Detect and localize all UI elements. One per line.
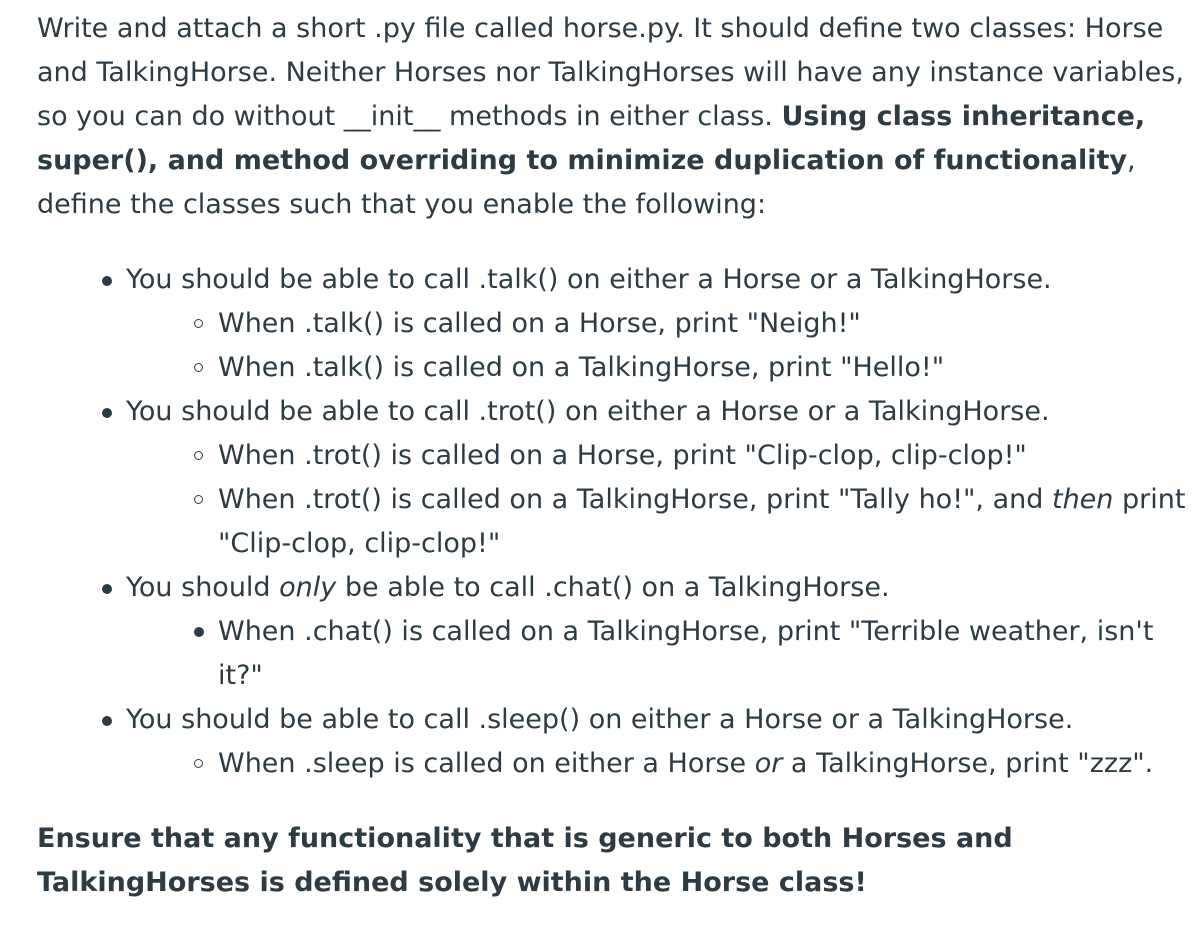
sublist-sleep (126, 742, 1187, 786)
intro-bold-text: Using class inheritance, super(), and method overriding to minimize duplication of functionality (37, 101, 1146, 176)
list-item-sleep (37, 698, 1187, 786)
list-item-italic: only (279, 572, 337, 603)
sublist-item (126, 742, 1187, 786)
final-note: Ensure that any functionality that is generic to both Horses and TalkingHorses is defined solely within the Horse class! (37, 823, 1013, 898)
requirements-list (37, 258, 1187, 786)
list-item-text: You should be able to call .sleep() on either a Horse or a TalkingHorse. (126, 704, 1074, 735)
intro-text: Write and attach a short .py file called horse.py. It should define two classes: Horse and TalkingHorse. Neither Horses nor TalkingHorses will have any instance variables, so you can do without __init__ methods in either class. (37, 13, 1184, 132)
list-item-text: You should (126, 572, 280, 603)
sublist-item-text-end: print "Clip-clop, clip-clop!" (218, 484, 1186, 559)
intro-text-end: , define the classes such that you enable the following: (37, 145, 1136, 220)
sublist-item: When .talk() is called on a Horse, print "Neigh!" (126, 302, 1187, 346)
sublist-item: When .trot() is called on a Horse, print "Clip-clop, clip-clop!" (126, 434, 1187, 478)
sublist-item-italic: then (1051, 484, 1114, 515)
list-item-trot (37, 390, 1187, 566)
list-item-chat (37, 566, 1187, 698)
sublist-item: When .chat() is called on a TalkingHorse, print "Terrible weather, isn't it?" (126, 610, 1187, 698)
sublist-item-text-end: a TalkingHorse, print "zzz". (782, 748, 1154, 779)
list-item-text: You should be able to call .talk() on either a Horse or a TalkingHorse. (126, 264, 1052, 295)
intro-paragraph (37, 7, 1187, 227)
list-item-text: You should be able to call .trot() on either a Horse or a TalkingHorse. (126, 396, 1050, 427)
assignment-content (37, 7, 1187, 905)
sublist-item: When .talk() is called on a TalkingHorse, print "Hello!" (126, 346, 1187, 390)
sublist-item-text: When .sleep is called on either a Horse (218, 748, 755, 779)
list-item-text-end: be able to call .chat() on a TalkingHorse. (336, 572, 890, 603)
sublist-item (126, 478, 1187, 566)
sublist-trot (126, 434, 1187, 566)
sublist-item-italic: or (754, 748, 783, 779)
sublist-chat (126, 610, 1187, 698)
list-item-talk (37, 258, 1187, 390)
sublist-item-text: When .trot() is called on a TalkingHorse, print "Tally ho!", and (218, 484, 1052, 515)
sublist-talk (126, 302, 1187, 390)
